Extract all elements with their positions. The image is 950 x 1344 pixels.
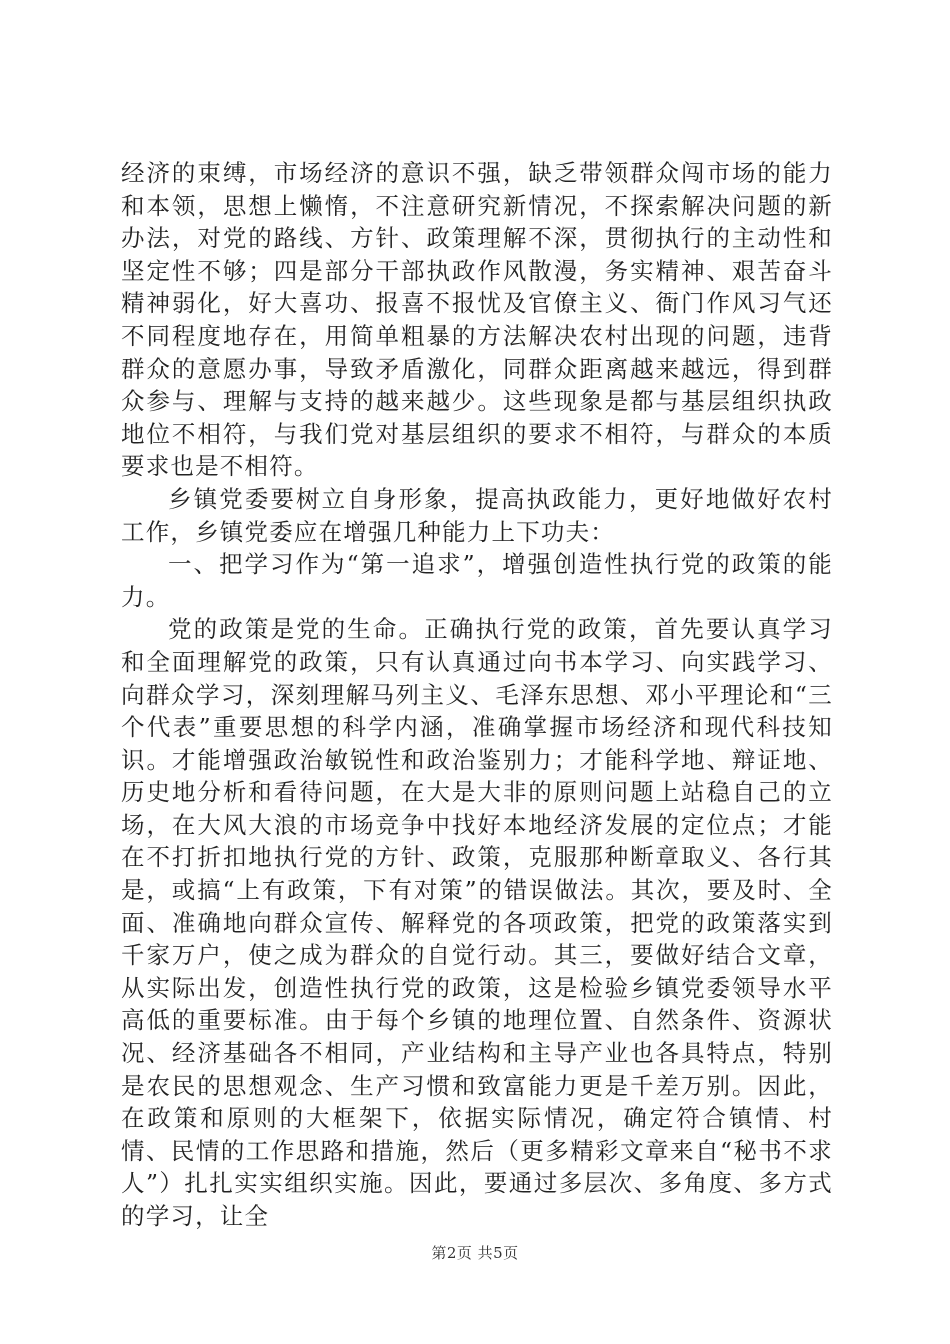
document-body <box>121 157 833 1233</box>
paragraph-1: 经济的束缚，市场经济的意识不强，缺乏带领群众闯市场的能力和本领，思想上懒惰，不注意研究新情况，不探索解决问题的新办法，对党的路线、方针、政策理解不深，贯彻执行的主动性和坚定性不够；四是部分干部执政作风散漫，务实精神、艰苦奋斗精神弱化，好大喜功、报喜不报忧及官僚主义、衙门作风习气还不同程度地存在，用简单粗暴的方法解决农村出现的问题，违背群众的意愿办事，导致矛盾激化，同群众距离越来越远，得到群众参与、理解与支持的越来越少。这些现象是都与基层组织执政地位不相符，与我们党对基层组织的要求不相符，与群众的本质要求也是不相符。 <box>121 159 833 481</box>
page-footer: 第2页 共5页 <box>431 1244 519 1262</box>
paragraph-3: 党的政策是党的生命。正确执行党的政策，首先要认真学习和全面理解党的政策，只有认真通过向书本学习、向实践学习、向群众学习，深刻理解马列主义、毛泽东思想、邓小平理论和“三个代表”重要思想的科学内涵，准确掌握市场经济和现代科技知识。才能增强政治敏锐性和政治鉴别力；才能科学地、辩证地、历史地分析和看待问题，在大是大非的原则问题上站稳自己的立场，在大风大浪的市场竞争中找好本地经济发展的定位点；才能在不打折扣地执行党的方针、政策，克服那种断章取义、各行其是，或搞“上有政策，下有对策”的错误做法。其次，要及时、全面、准确地向群众宣传、解释党的各项政策，把党的政策落实到千家万户，使之成为群众的自觉行动。其三，要做好结合文章，从实际出发，创造性执行党的政策，这是检验乡镇党委领导水平高低的重要标准。由于每个乡镇的地理位置、自然条件、资源状况、经济基础各不相同，产业结构和主导产业也各具特点，特别是农民的思想观念、生产习惯和致富能力更是千差万别。因此，在政策和原则的大框架下，依据实际情况，确定符合镇情、村情、民情的工作思路和措施，然后（更多精彩文章来自“秘书不求人”）扎扎实实组织实施。因此，要通过多层次、多角度、多方式的学习，让全 <box>121 615 833 1230</box>
section-heading-1: 一、把学习作为“第一追求”，增强创造性执行党的政策的能力。 <box>121 550 833 611</box>
paragraph-2: 乡镇党委要树立自身形象，提高执政能力，更好地做好农村工作，乡镇党委应在增强几种能力上下功夫： <box>121 484 833 546</box>
